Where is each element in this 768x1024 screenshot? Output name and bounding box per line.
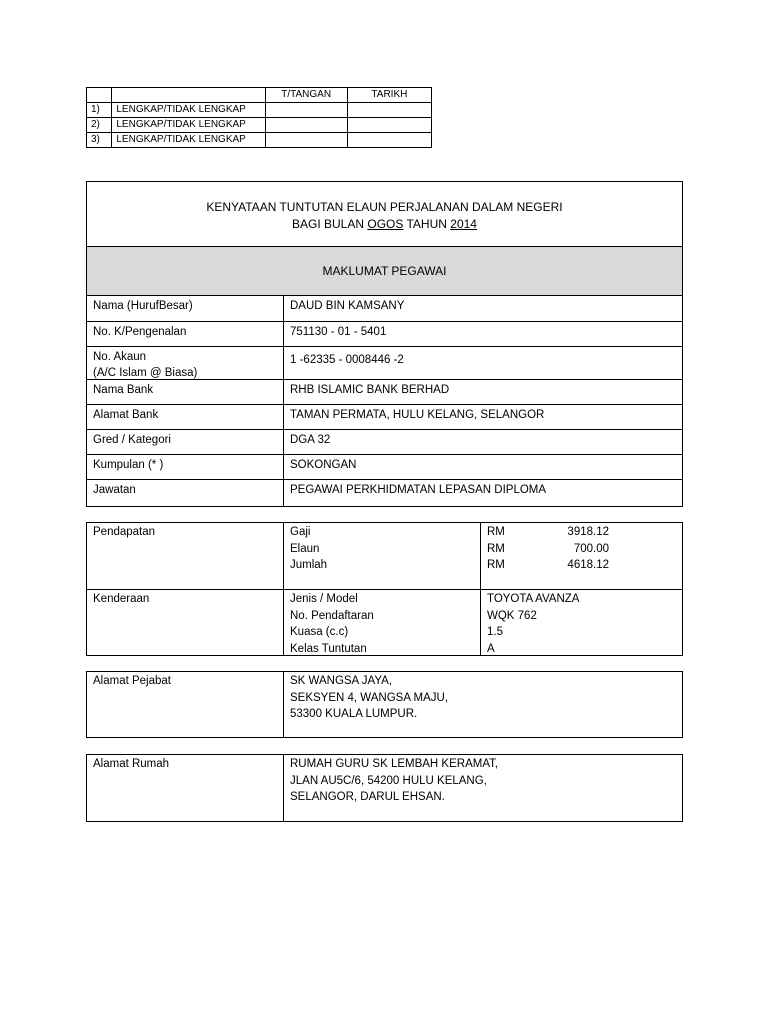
vehicle-registration: WQK 762 [487,609,537,622]
vehicle-model: TOYOTA AVANZA [487,593,580,605]
income-items [284,523,481,589]
signature-cell[interactable] [265,133,347,148]
checklist-num: 2) [87,118,112,133]
allowance-amount: 700.00 [573,542,609,555]
checklist-num: 3) [87,133,112,148]
vehicle-item-name: Jenis / Model [290,593,358,605]
account-label: No. Akaun (A/C Islam @ Biasa) [87,347,284,379]
vehicle-cc: 1.5 [487,626,503,638]
name-label: Nama (HurufBesar) [87,296,284,321]
claim-year: 2014 [450,217,477,231]
checklist-row [87,133,432,148]
title-line-2: BAGI BULAN OGOS TAHUN 2014 [292,217,477,231]
office-address-label: Alamat Pejabat [87,672,284,737]
office-address-value: SK WANGSA JAYA, SEKSYEN 4, WANGSA MAJU, 53300 KUALA LUMPUR. [290,675,449,720]
grade-value: DGA 32 [290,434,331,446]
bank-address-label: Alamat Bank [87,405,284,429]
total-amount: 4618.12 [567,559,609,571]
date-cell[interactable] [347,103,431,118]
position-row [87,480,682,506]
bank-row [87,380,682,405]
vehicle-values [481,590,682,656]
vehicle-item-name: No. Pendaftaran [290,609,374,622]
title-line-1: KENYATAAN TUNTUTAN ELAUN PERJALANAN DALAM NEGERI [206,200,563,214]
home-address-box [86,754,683,822]
vehicle-item-name: Kelas Tuntutan [290,642,367,655]
vehicle-items [284,590,481,656]
account-value: 1 -62335 - 0008446 -2 [290,354,404,366]
vehicle-class: A [487,642,495,655]
bank-address-value: TAMAN PERMATA, HULU KELANG, SELANGOR [290,409,545,421]
signature-cell[interactable] [265,118,347,133]
home-address-value: RUMAH GURU SK LEMBAH KERAMAT, JLAN AU5C/6, 54200 HULU KELANG, SELANGOR, DARUL EHSAN. [290,758,499,803]
grade-label: Gred / Kategori [87,430,284,454]
checklist-row [87,103,432,118]
section-header: MAKLUMAT PEGAWAI [87,247,682,296]
checklist-status: LENGKAP/TIDAK LENGKAP [112,133,265,148]
checklist-row [87,118,432,133]
income-label: Pendapatan [87,523,284,589]
date-cell[interactable] [347,133,431,148]
income-row [87,523,682,590]
group-label: Kumpulan (* ) [87,455,284,479]
name-row [87,296,682,322]
name-value: DAUD BIN KAMSANY [290,300,405,312]
checklist-header-row [87,88,432,103]
ic-label: No. K/Pengenalan [87,322,284,346]
income-item-name: Elaun [290,542,320,555]
vehicle-item-name: Kuasa (c.c) [290,626,349,638]
position-label: Jawatan [87,480,284,506]
group-row [87,455,682,480]
money-line: RM 4618.12 [487,557,676,574]
grade-row [87,430,682,455]
checklist-status: LENGKAP/TIDAK LENGKAP [112,103,265,118]
money-line: RM 700.00 [487,541,676,558]
home-address-label: Alamat Rumah [87,755,284,821]
vehicle-row [87,590,682,656]
bank-address-row [87,405,682,430]
group-value: SOKONGAN [290,459,357,471]
bank-label: Nama Bank [87,380,284,404]
officer-info-box [86,181,683,507]
document-title [87,182,682,247]
income-vehicle-box [86,522,683,656]
checklist-status: LENGKAP/TIDAK LENGKAP [112,118,265,133]
account-row [87,347,682,380]
date-header: TARIKH [347,88,431,103]
vehicle-label: Kenderaan [87,590,284,656]
income-item-name: Jumlah [290,559,328,571]
money-line: RM 3918.12 [487,524,676,541]
claim-month: OGOS [367,217,404,231]
signature-cell[interactable] [265,103,347,118]
income-amounts [481,523,682,589]
bank-value: RHB ISLAMIC BANK BERHAD [290,384,450,396]
income-item-name: Gaji [290,526,311,538]
office-address-box [86,671,683,738]
ic-row [87,322,682,347]
salary-amount: 3918.12 [567,526,609,538]
checklist-num: 1) [87,103,112,118]
ic-value: 751130 - 01 - 5401 [290,326,387,338]
signature-header: T/TANGAN [265,88,347,103]
checklist-table [86,87,432,148]
position-value: PEGAWAI PERKHIDMATAN LEPASAN DIPLOMA [290,484,547,496]
date-cell[interactable] [347,118,431,133]
